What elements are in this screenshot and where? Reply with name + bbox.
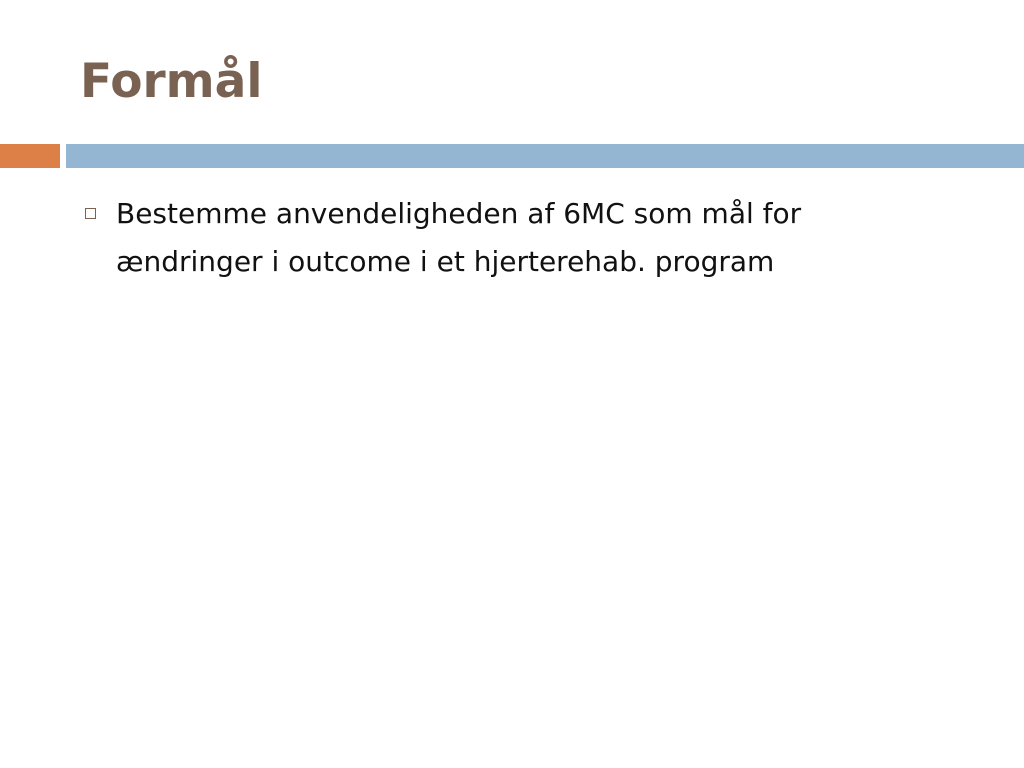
bullet-text: Bestemme anvendeligheden af 6MC som mål for ændringer i outcome i et hjerterehab. program: [116, 197, 802, 278]
bullet-item: [80, 190, 980, 286]
slide-title: Formål: [80, 54, 263, 109]
slide-content: [80, 190, 980, 286]
accent-bar-orange: [0, 144, 60, 168]
square-bullet-icon: [85, 208, 96, 219]
accent-bar-blue: [66, 144, 1024, 168]
